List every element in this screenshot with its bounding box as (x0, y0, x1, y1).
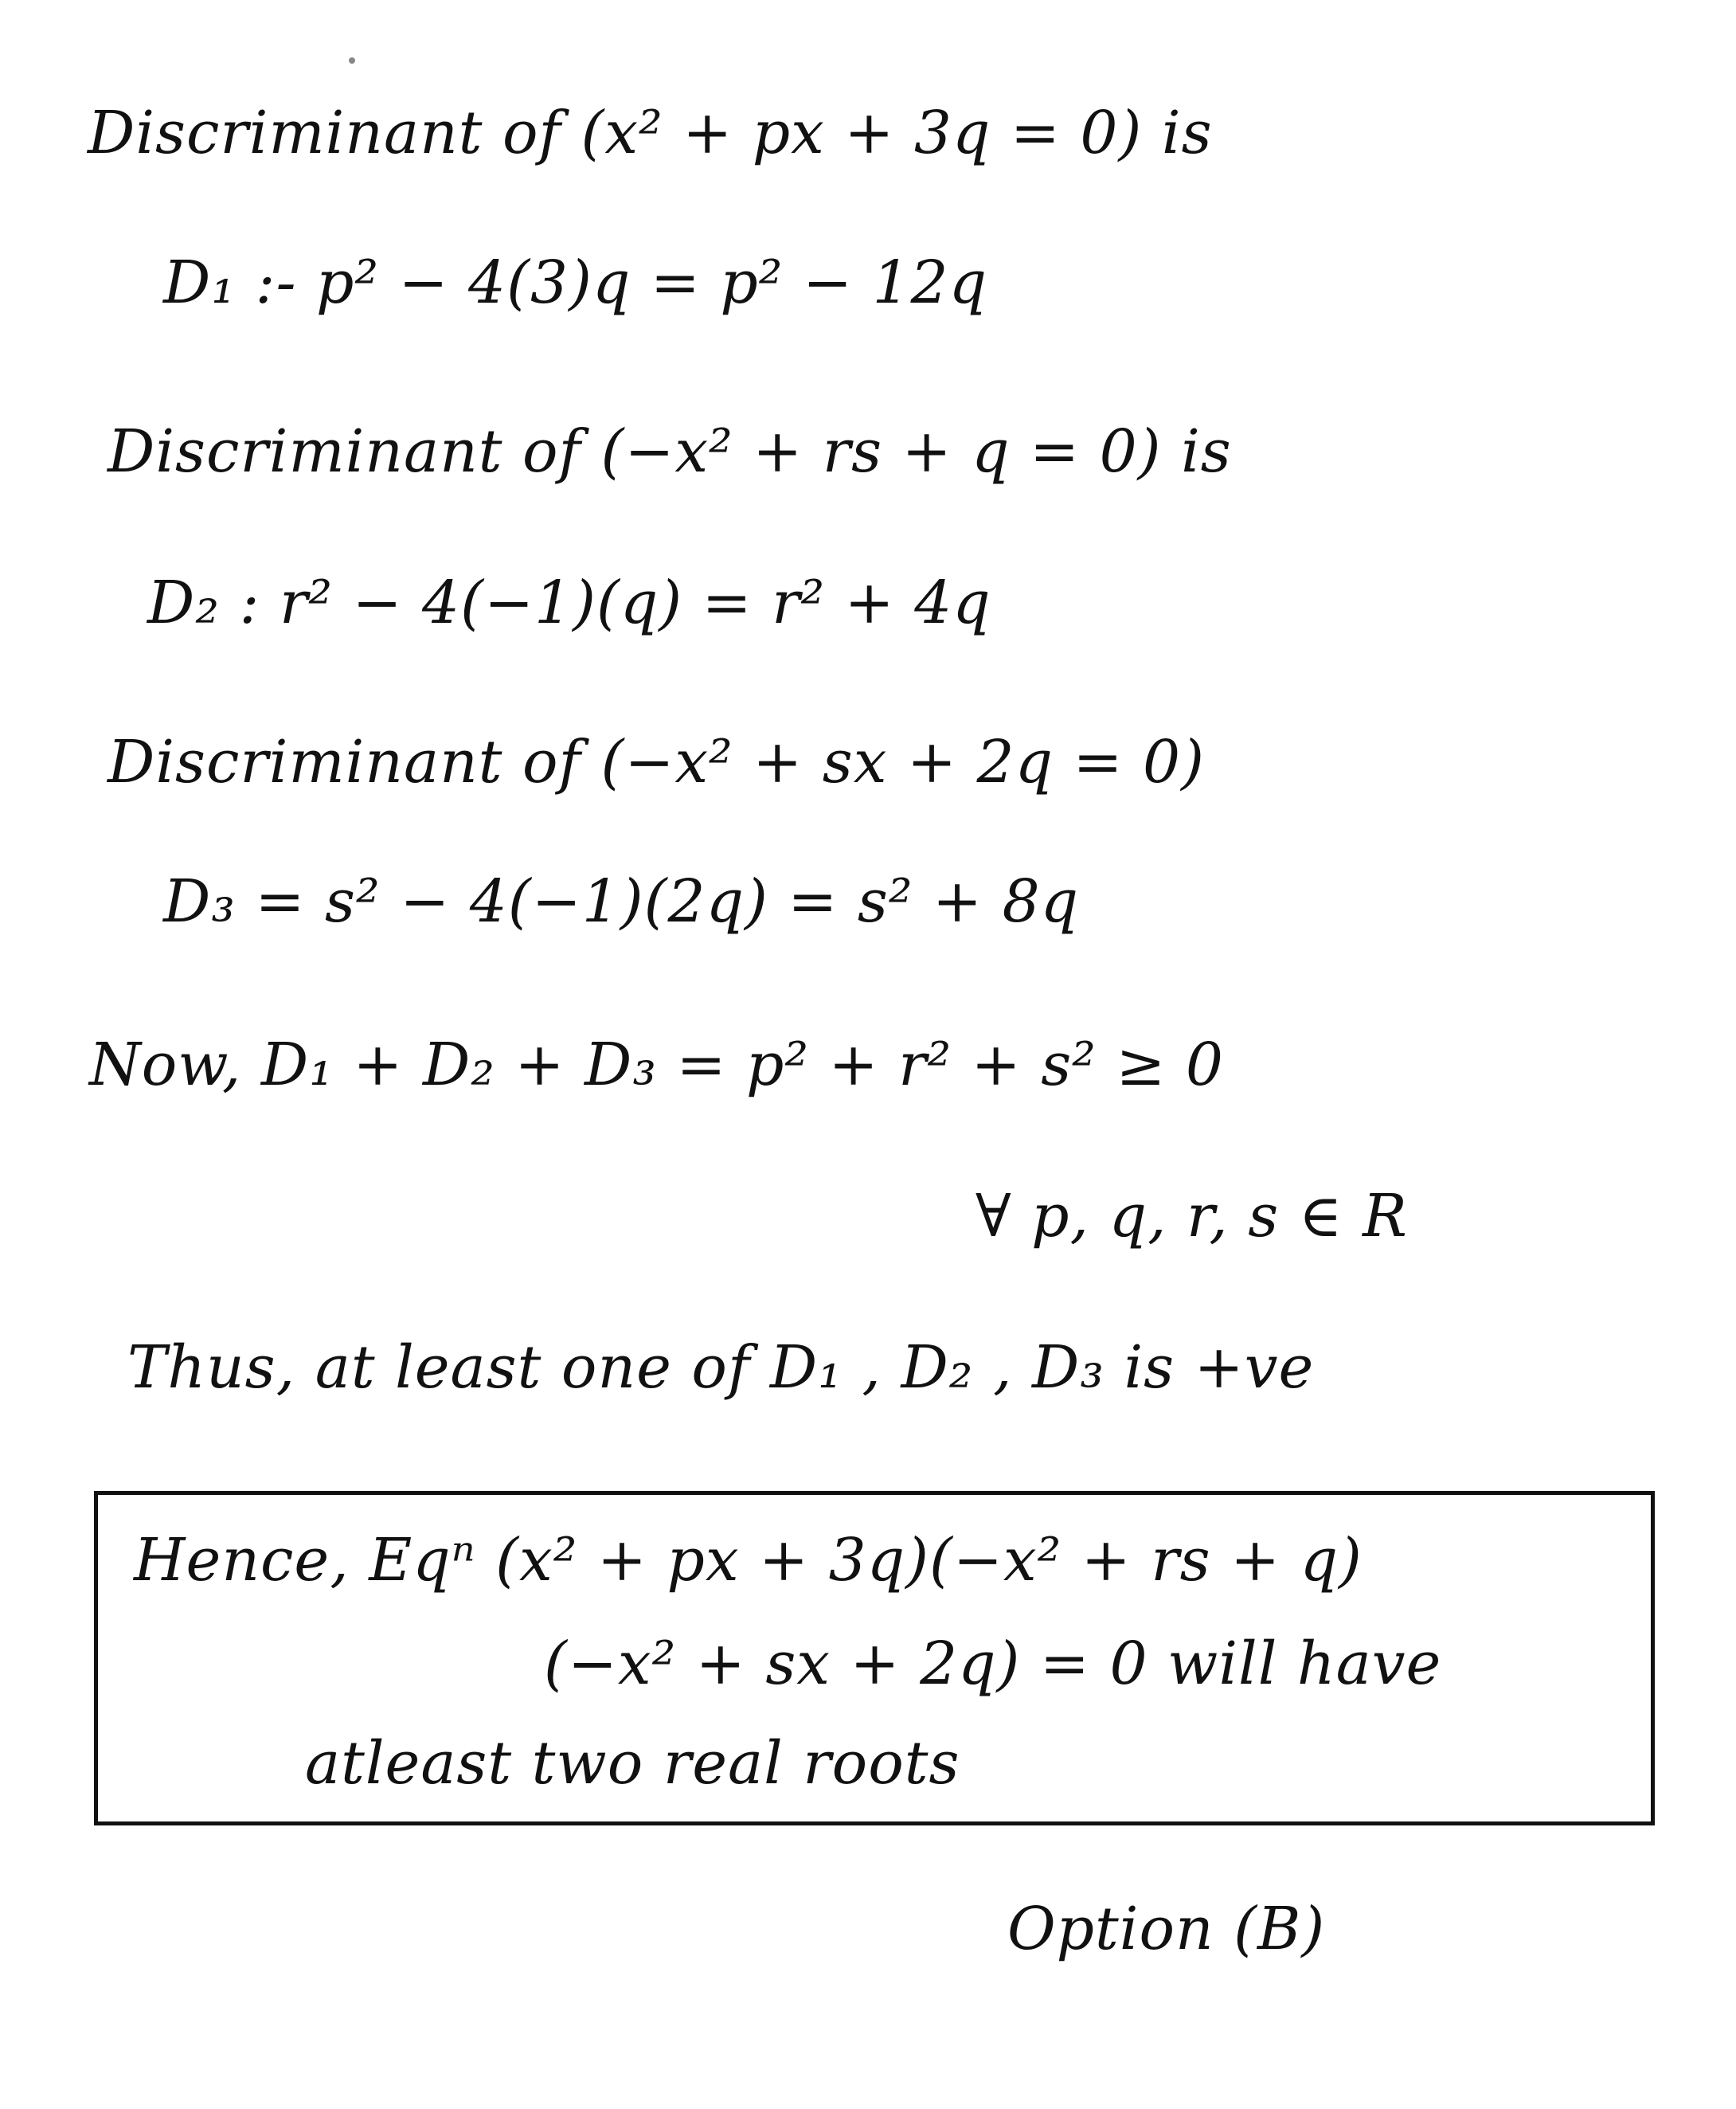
discriminant-d1-equation: D₁ :- p² − 4(3)q = p² − 12q (163, 248, 987, 317)
discriminant-heading-2: Discriminant of (−x² + rs + q = 0) is (108, 417, 1232, 486)
final-option: Option (B) (1007, 1895, 1326, 1963)
discriminant-heading-1: Discriminant of (x² + px + 3q = 0) is (88, 99, 1213, 167)
discriminant-heading-3: Discriminant of (−x² + sx + 2q = 0) (108, 728, 1205, 796)
ink-speck (349, 57, 355, 64)
answer-box (94, 1491, 1655, 1825)
discriminant-d3-equation: D₃ = s² − 4(−1)(2q) = s² + 8q (163, 867, 1080, 936)
answer-box-line-1: Hence, Eqⁿ (x² + px + 3q)(−x² + rs + q) (134, 1526, 1363, 1594)
sum-of-discriminants: Now, D₁ + D₂ + D₃ = p² + r² + s² ≥ 0 (89, 1031, 1224, 1099)
for-all-real-condition: ∀ p, q, r, s ∈ R (976, 1182, 1408, 1250)
answer-box-line-3: atleast two real roots (305, 1729, 960, 1798)
conclusion-line: Thus, at least one of D₁ , D₂ , D₃ is +ve (127, 1333, 1315, 1402)
discriminant-d2-equation: D₂ : r² − 4(−1)(q) = r² + 4q (147, 569, 991, 637)
answer-box-line-2: (−x² + sx + 2q) = 0 will have (544, 1630, 1442, 1698)
